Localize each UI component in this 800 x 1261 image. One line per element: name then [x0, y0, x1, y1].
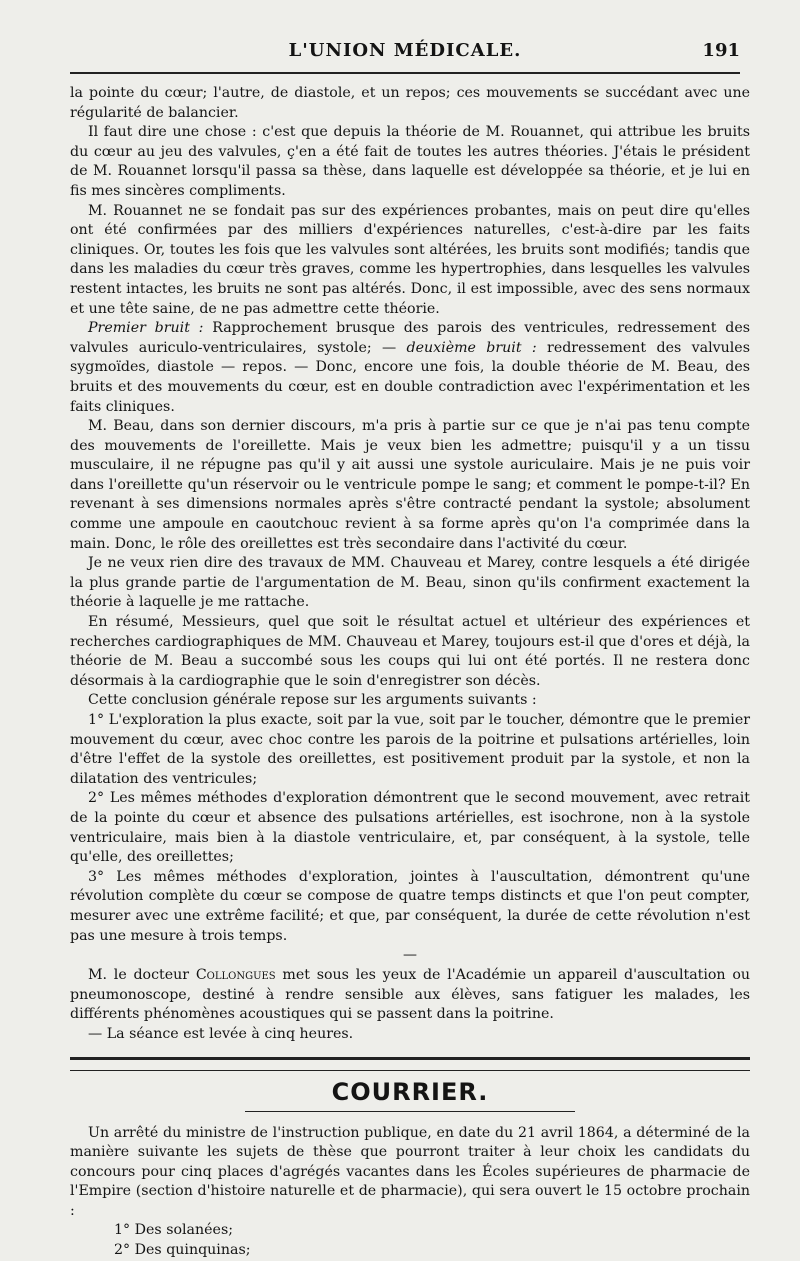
argument-1: 1° L'exploration la plus exacte, soit par la vue, soit par le toucher, démontre que le premier mouvement du cœur, avec choc contre les parois de la poitrine et pulsations artérielles, loin d'être l'effet de la systole des oreillettes, est positivement produit par la systole, et non la dilatation des ventricules; — [70, 712, 750, 787]
premier-bruit-text: Rapprochement brusque des parois des ventricules, redressement des valvules auriculo-ventriculaires, systole; — — [70, 320, 750, 356]
deuxieme-bruit-text: redressement des valvules sygmoïdes, diastole — repos. — Donc, encore une fois, la double théorie de M. Beau, des bruits et des mouvements du cœur, est en double contradiction avec l'expérimentation et les faits cliniques. — [70, 339, 750, 415]
collongues-text: met sous les yeux de l'Académie un appareil d'auscultation ou pneumonoscope, destiné à rendre sensible aux élèves, sans fatiguer les malades, les différents phénomènes acoustiques qui se passent dans la poitrine. — [70, 967, 750, 1023]
paragraph: Cette conclusion générale repose sur les arguments suivants : — [88, 692, 537, 709]
argument-2: 2° Les mêmes méthodes d'exploration démontrent que le second mouvement, avec retrait de la pointe du cœur et absence des pulsations artérielles, est isochrone, non à la systole ventriculaire, mais bien à la diastole ventriculaire, et, par conséquent, à la systole, telle qu'elle, des oreillettes; — [70, 790, 750, 866]
paragraph: Je ne veux rien dire des travaux de MM. Chauveau et Marey, contre lesquels a été dirigée la plus grande partie de l'argumentation de M. Beau, sinon qu'ils confirment exactement la théorie à laquelle je me rattache. — [70, 555, 750, 611]
list-item: 1° Des solanées; — [114, 1222, 234, 1239]
separator-mark: — — [403, 947, 417, 964]
header-rule — [70, 72, 740, 74]
paragraph: En résumé, Messieurs, quel que soit le résultat actuel et ultérieur des expériences et recherches cardiographiques de MM. Chauveau et Marey, toujours est-il que d'ores et déjà, la théorie de M. Beau a succombé sous les coups qui lui ont été portés. Il ne restera donc désormais à la cardiographie que le soin d'enregistrer son décès. — [70, 614, 750, 689]
collongues-paragraph — [70, 966, 750, 1025]
deuxieme-bruit-label: deuxième bruit : — [406, 339, 537, 356]
section-title-rule — [245, 1111, 575, 1112]
paragraph: la pointe du cœur; l'autre, de diastole, et un repos; ces mouvements se succédant avec une régularité de balancier. — [70, 85, 750, 121]
collongues-name: Collongues — [195, 967, 276, 984]
article-body — [70, 84, 750, 1261]
page-number: 191 — [702, 40, 740, 61]
list-item: 2° Des quinquinas; — [114, 1242, 251, 1259]
paragraph: M. Beau, dans son dernier discours, m'a pris à partie sur ce que je n'ai pas tenu compte des mouvements de l'oreillette. Mais je veux bien les admettre; puisqu'il y a un tissu musculaire, il ne répugne pas qu'il y ait aussi une systole auriculaire. Mais je ne puis voir dans l'oreillette qu'un réservoir ou le ventricule pompe le sang; et comment le pompe-t-il? En revenant à ses dimensions normales après s'être contracté pendant la systole; absolument comme une ampoule en caoutchouc revient à sa forme après qu'on l'a comprimée dans la main. Donc, le rôle des oreillettes est très secondaire dans l'activité du cœur. — [70, 418, 750, 552]
premier-bruit-label: Premier bruit : — [88, 320, 204, 337]
journal-title: L'UNION MÉDICALE. — [288, 40, 522, 61]
argument-3: 3° Les mêmes méthodes d'exploration, jointes à l'auscultation, démontrent qu'une révolution complète du cœur se compose de quatre temps distincts et que l'on peut compter, mesurer avec une extrême facilité; et que, par conséquent, la durée de cette révolution n'est pas une mesure à trois temps. — [70, 868, 750, 944]
collongues-prefix: M. le docteur — [88, 967, 196, 984]
closing-line: — La séance est levée à cinq heures. — [88, 1025, 354, 1042]
bruits-paragraph — [70, 319, 750, 417]
running-header — [70, 40, 740, 70]
section-title: COURRIER. — [331, 1077, 489, 1106]
paragraph: M. Rouannet ne se fondait pas sur des expériences probantes, mais on peut dire qu'elles ont été confirmées par des milliers d'expériences naturelles, c'est-à-dire par les faits cliniques. Or, toutes les fois que les valvules sont altérées, les bruits sont modifiés; tandis que dans les maladies du cœur très graves, comme les hypertrophies, dans lesquelles les valvules restent intactes, les bruits ne sont pas altérés. Donc, il est impossible, avec des sens normaux et une tête saine, de ne pas admettre cette théorie. — [70, 202, 750, 317]
section-double-rule — [70, 1057, 750, 1071]
paragraph: Il faut dire une chose : c'est que depuis la théorie de M. Rouannet, qui attribue les bruits du cœur au jeu des valvules, ç'en a été fait de toutes les autres théories. J'étais le président de M. Rouannet lorsqu'il passa sa thèse, dans laquelle est développée sa théorie, et je lui en fis mes sincères compliments. — [70, 124, 750, 199]
courrier-paragraph: Un arrêté du ministre de l'instruction publique, en date du 21 avril 1864, a déterminé de la manière suivante les sujets de thèse que pourront traiter à leur choix les candidats du concours pour cinq places d'agrégés vacantes dans les Écoles supérieures de pharmacie de l'Empire (section d'histoire naturelle et de pharmacie), qui sera ouvert le 15 octobre prochain : — [70, 1124, 750, 1219]
